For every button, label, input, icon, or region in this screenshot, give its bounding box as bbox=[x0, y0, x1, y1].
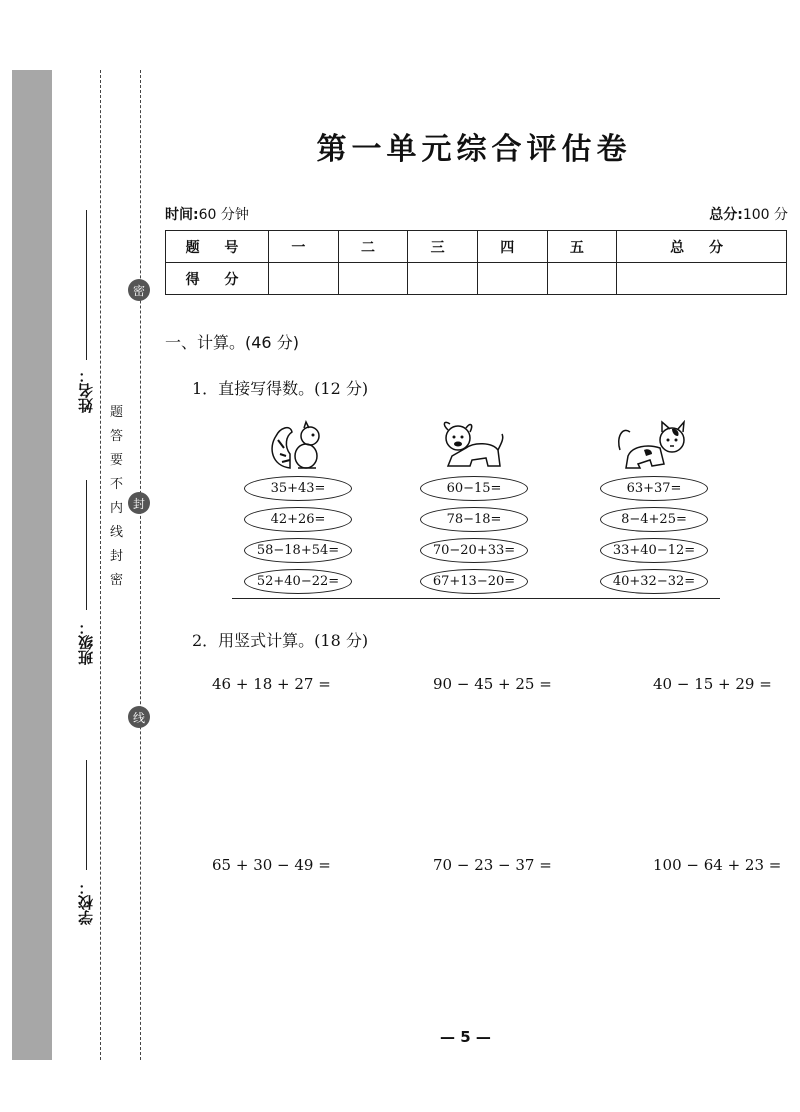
school-label: 学校： bbox=[77, 880, 95, 925]
notice-char: 密 bbox=[110, 573, 124, 588]
puppy-icon bbox=[440, 420, 506, 472]
notice-char: 题 bbox=[110, 405, 124, 420]
header-cell: 题 号 bbox=[166, 231, 269, 263]
class-label: 班级： bbox=[77, 620, 95, 665]
oral-calc-item: 70−20+33= bbox=[420, 538, 528, 563]
vertical-calc-item: 100 − 64 + 23 = bbox=[653, 856, 782, 874]
header-cell: 二 bbox=[338, 231, 408, 263]
notice-char: 答 bbox=[110, 429, 124, 444]
school-input-line[interactable] bbox=[86, 760, 87, 870]
oral-calc-item: 63+37= bbox=[600, 476, 708, 501]
page-title: 第一单元综合评估卷 bbox=[316, 132, 632, 167]
score-cell[interactable] bbox=[547, 263, 617, 295]
time-label: 时间: bbox=[165, 207, 199, 223]
vertical-calc-item: 70 − 23 − 37 = bbox=[433, 856, 552, 874]
total-value: 100 分 bbox=[742, 207, 788, 223]
oral-calc-item: 8−4+25= bbox=[600, 507, 708, 532]
time-value: 60 分钟 bbox=[198, 207, 249, 223]
oral-calc-item: 42+26= bbox=[244, 507, 352, 532]
vertical-calc-item: 46 + 18 + 27 = bbox=[212, 675, 331, 693]
score-cell[interactable] bbox=[477, 263, 547, 295]
oral-calc-item: 33+40−12= bbox=[600, 538, 708, 563]
squirrel-icon bbox=[268, 418, 328, 472]
header-cell: 三 bbox=[408, 231, 478, 263]
oral-calc-item: 78−18= bbox=[420, 507, 528, 532]
oral-calc-item: 40+32−32= bbox=[600, 569, 708, 594]
seal-feng: 封 bbox=[128, 492, 150, 514]
name-label: 姓名： bbox=[77, 368, 95, 413]
notice-char: 内 bbox=[110, 501, 124, 516]
score-table-header-row bbox=[166, 231, 787, 263]
cat-icon bbox=[616, 420, 692, 472]
ground-line bbox=[232, 598, 720, 599]
seal-xian: 线 bbox=[128, 706, 150, 728]
vertical-calc-item: 40 − 15 + 29 = bbox=[653, 675, 772, 693]
name-input-line[interactable] bbox=[86, 210, 87, 360]
binding-notice bbox=[110, 406, 123, 598]
oral-calc-item: 58−18+54= bbox=[244, 538, 352, 563]
notice-char: 不 bbox=[110, 477, 124, 492]
notice-char: 要 bbox=[110, 453, 124, 468]
section-heading: 一、计算。(46 分) bbox=[165, 333, 299, 352]
score-cell[interactable] bbox=[269, 263, 339, 295]
vertical-calc-item: 65 + 30 − 49 = bbox=[212, 856, 331, 874]
score-cell[interactable] bbox=[338, 263, 408, 295]
score-cell[interactable] bbox=[617, 263, 787, 295]
score-cell[interactable] bbox=[408, 263, 478, 295]
notice-char: 线 bbox=[110, 525, 124, 540]
score-table bbox=[165, 230, 787, 295]
total-label: 总分: bbox=[709, 207, 743, 223]
binding-dashed-line-outer bbox=[100, 70, 101, 1060]
page-number: — 5 — bbox=[440, 1028, 491, 1046]
question-1-title: 1．直接写得数。(12 分) bbox=[192, 379, 369, 398]
seal-mi: 密 bbox=[128, 279, 150, 301]
header-cell: 总 分 bbox=[617, 231, 787, 263]
header-cell: 四 bbox=[477, 231, 547, 263]
header-cell: 一 bbox=[269, 231, 339, 263]
oral-calc-item: 35+43= bbox=[244, 476, 352, 501]
oral-calc-item: 52+40−22= bbox=[244, 569, 352, 594]
question-2-title: 2．用竖式计算。(18 分) bbox=[192, 631, 369, 650]
header-cell: 五 bbox=[547, 231, 617, 263]
notice-char: 封 bbox=[110, 549, 124, 564]
oral-calc-item: 67+13−20= bbox=[420, 569, 528, 594]
score-table-score-row bbox=[166, 263, 787, 295]
class-input-line[interactable] bbox=[86, 480, 87, 610]
binding-dashed-line-inner bbox=[140, 70, 141, 1060]
vertical-calc-item: 90 − 45 + 25 = bbox=[433, 675, 552, 693]
total-info bbox=[709, 204, 788, 224]
oral-calc-item: 60−15= bbox=[420, 476, 528, 501]
score-row-label: 得 分 bbox=[166, 263, 269, 295]
binding-strip bbox=[12, 70, 52, 1060]
time-info bbox=[165, 204, 249, 224]
